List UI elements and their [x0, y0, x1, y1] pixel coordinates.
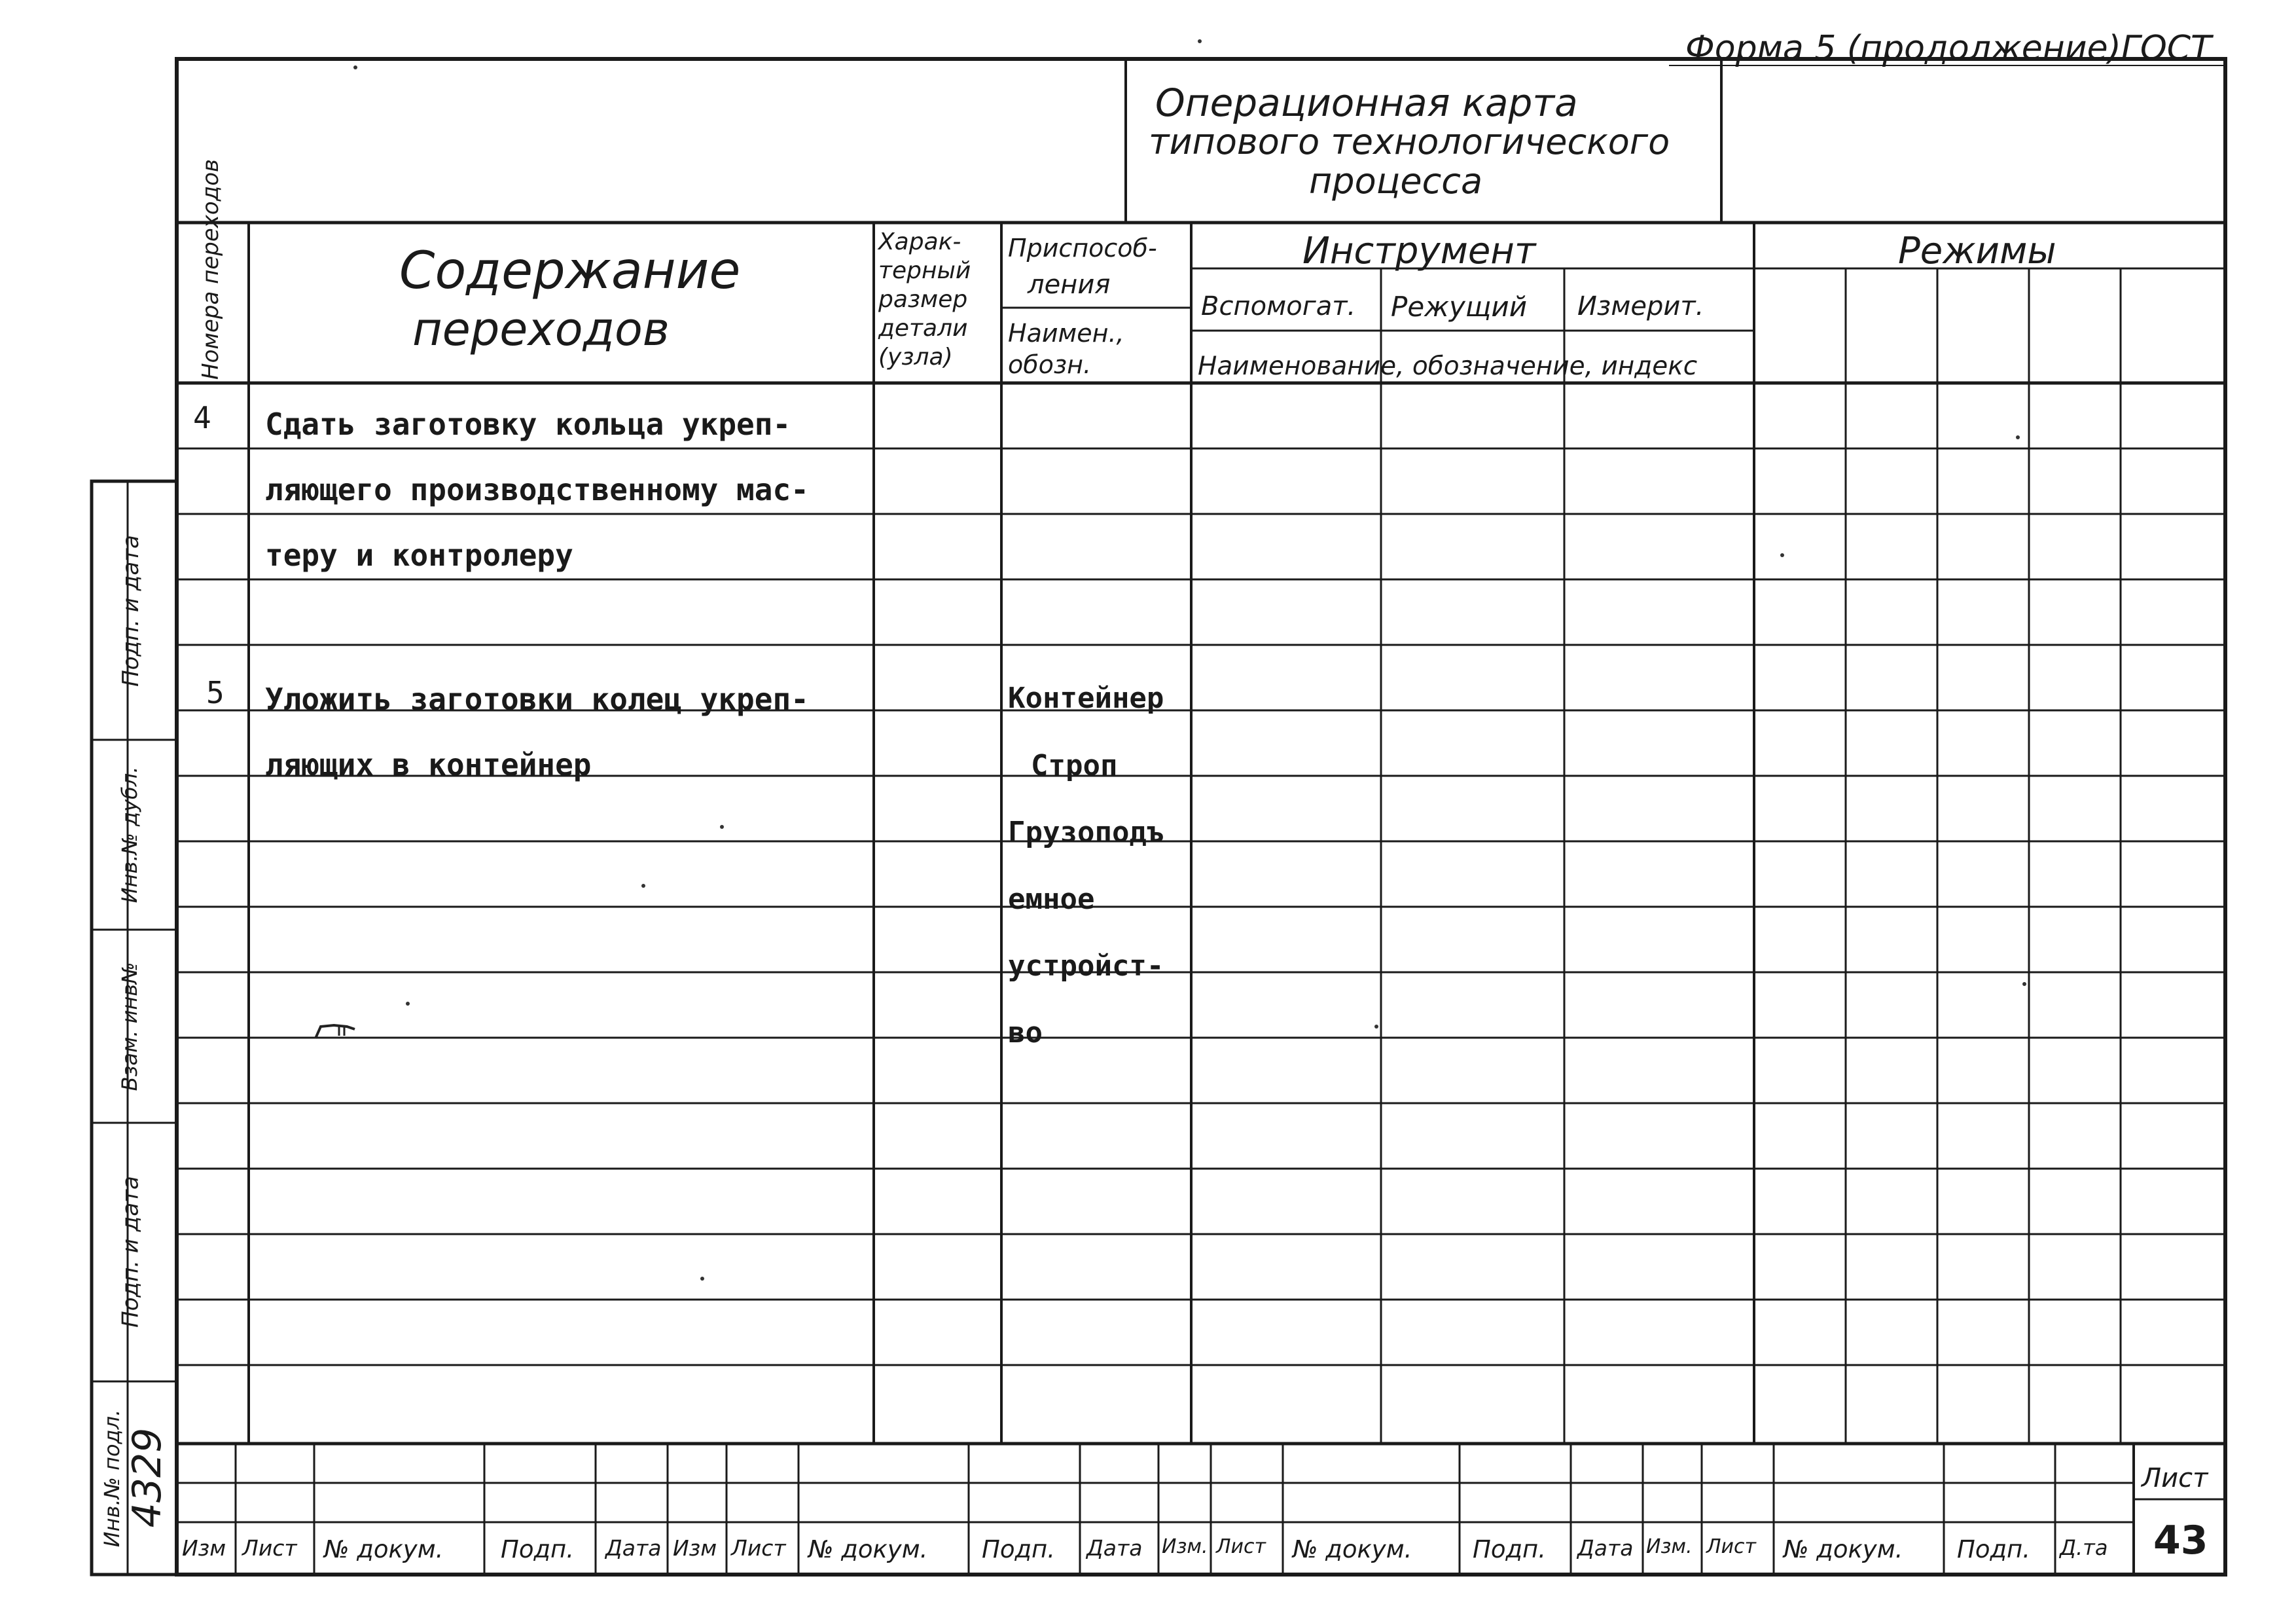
row-content: Сдать заготовку кольца укреп-: [265, 407, 791, 442]
card-title-line1: Операционная карта: [1155, 81, 1578, 125]
header-char-size-1: Харак-: [878, 228, 961, 255]
footer-label: Подп.: [501, 1535, 574, 1563]
header-tool-cutting: Режущий: [1391, 291, 1528, 323]
row-number: 4: [193, 400, 211, 435]
footer-label: Лист: [1216, 1535, 1266, 1558]
footer-label: Лист: [242, 1535, 297, 1561]
footer-label: Изм: [182, 1535, 226, 1561]
footer-label: Лист: [1706, 1535, 1757, 1558]
footer-label: № докум.: [808, 1535, 928, 1563]
header-transition-number: Номера переходов: [198, 158, 224, 380]
row-content: Уложить заготовки колец укреп-: [265, 682, 809, 717]
header-char-size-2: терный: [878, 257, 971, 284]
header-fixture-top-1: Приспособ-: [1008, 234, 1157, 263]
inventory-number: 4329: [124, 1427, 170, 1528]
footer-label: № докум.: [324, 1535, 444, 1563]
row-content: теру и контролеру: [265, 538, 573, 573]
row-content: ляющего производственному мас-: [265, 472, 809, 507]
header-char-size-3: размер: [878, 286, 968, 313]
header-tool-subheading: Наименование, обозначение, индекс: [1198, 352, 1698, 381]
footer-label: № докум.: [1293, 1535, 1412, 1563]
footer-label: Изм.: [1162, 1535, 1208, 1558]
card-title-line2: типового технологического: [1149, 121, 1670, 162]
scan-speck: [2016, 435, 2020, 439]
row-number: 5: [206, 675, 224, 710]
header-fixture-top-2: ления: [1028, 270, 1111, 300]
scan-speck: [720, 825, 724, 829]
header-char-size-4: детали: [878, 315, 968, 342]
sheet-number: 43: [2153, 1518, 2208, 1563]
form-label: Форма 5 (продолжение)ГОСТ: [1685, 29, 2212, 68]
row-fixture: во: [1008, 1016, 1043, 1049]
scan-speck: [1374, 1025, 1378, 1029]
row-fixture: Строп: [1031, 749, 1118, 782]
footer-label: Дата: [1086, 1535, 1143, 1561]
scan-speck: [353, 65, 357, 69]
footer-label: № докум.: [1784, 1535, 1903, 1563]
footer-label: Д.та: [2060, 1535, 2108, 1560]
row-fixture: Грузоподъ: [1008, 816, 1164, 849]
header-content-line2: переходов: [412, 302, 670, 356]
footer-label: Изм: [673, 1535, 717, 1561]
side-label: Инв.№ дубл.: [117, 766, 142, 903]
scan-speck: [2022, 982, 2026, 986]
sheet-label: Лист: [2142, 1463, 2208, 1493]
side-label: Взам. инв№: [117, 962, 142, 1091]
header-content-line1: Содержание: [399, 242, 741, 301]
row-content: ляющих в контейнер: [265, 747, 592, 782]
header-tool: Инструмент: [1302, 230, 1536, 272]
header-fixture-bottom-1: Наимен.,: [1008, 319, 1124, 348]
header-modes: Режимы: [1898, 230, 2056, 272]
header-tool-measuring: Измерит.: [1577, 291, 1704, 321]
side-label: Подп. и дата: [118, 535, 144, 687]
scan-speck: [641, 884, 645, 888]
footer-label: Изм.: [1646, 1535, 1693, 1558]
scan-speck: [1198, 39, 1202, 43]
footer-label: Подп.: [1957, 1535, 2030, 1563]
footer-label: Дата: [605, 1535, 662, 1561]
row-fixture: Контейнер: [1008, 682, 1164, 715]
footer-label: Лист: [731, 1535, 786, 1561]
header-char-size-5: (узла): [878, 344, 953, 371]
row-fixture: емное: [1008, 883, 1095, 916]
row-fixture: устройст-: [1008, 949, 1164, 983]
footer-label: Подп.: [982, 1535, 1055, 1563]
pen-mark: [314, 1021, 360, 1041]
footer-label: Дата: [1577, 1535, 1634, 1561]
scan-speck: [700, 1277, 704, 1281]
footer-label: Подп.: [1473, 1535, 1546, 1563]
scan-speck: [406, 1002, 410, 1006]
side-label: Инв.№ подл.: [99, 1409, 124, 1548]
header-fixture-bottom-2: обозн.: [1008, 350, 1092, 379]
header-tool-aux: Вспомогат.: [1201, 291, 1356, 321]
side-label: Подп. и дата: [117, 1176, 144, 1328]
card-title-line3: процесса: [1309, 160, 1483, 202]
scan-speck: [1780, 553, 1784, 557]
